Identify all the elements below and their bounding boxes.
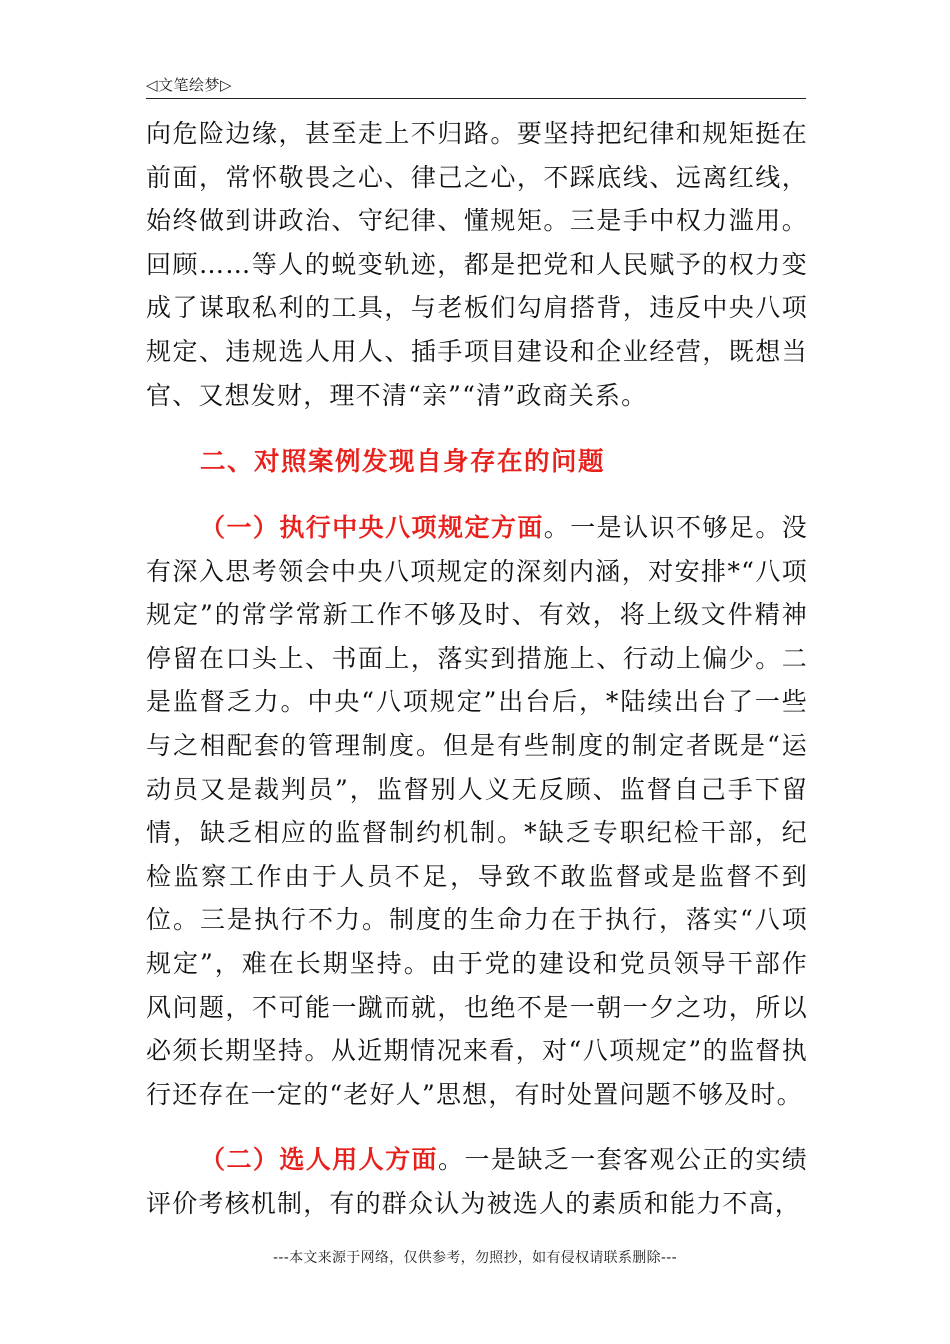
section-heading: 二、对照案例发现自身存在的问题 (200, 447, 606, 477)
intro-paragraph-block (146, 112, 808, 417)
intro-paragraph: 向危险边缘，甚至走上不归路。要坚持把纪律和规矩挺在前面，常怀敬畏之心、律己之心，不踩底线、远离红线，始终做到讲政治、守纪律、懂规矩。三是手中权力滥用。回顾……等人的蜕变轨迹，都是把党和人民赋予的权力变成了谋取私利的工具，与老板们勾肩搭背，违反中央八项规定、违规选人用人、插手项目建设和企业经营，既想当官、又想发财，理不清“亲”“清”政商关系。 (146, 119, 808, 410)
section-2-text: 。一是缺乏一套客观公正的实绩评价考核机制，有的群众认为被选人的素质和能力不高， (146, 1145, 808, 1218)
section-1-paragraph (146, 506, 808, 1116)
section-1 (146, 506, 808, 1116)
page-footer: ---本文来源于网络，仅供参考，勿照抄，如有侵权请联系删除--- (273, 1250, 677, 1266)
section-1-title: （一）执行中央八项规定方面 (200, 513, 544, 542)
page-header (146, 70, 806, 99)
section-2-title: （二）选人用人方面 (200, 1145, 438, 1174)
section-2 (146, 1138, 808, 1225)
header-label: ◁文笔绘梦▷ (146, 76, 233, 94)
section-2-paragraph (146, 1138, 808, 1225)
section-1-text: 。一是认识不够足。没有深入思考领会中央八项规定的深刻内涵，对安排*“八项规定”的常学常新工作不够及时、有效，将上级文件精神停留在口头上、书面上，落实到措施上、行动上偏少。二是监督乏力。中央“八项规定”出台后，*陆续出台了一些与之相配套的管理制度。但是有些制度的制定者既是“运动员又是裁判员”，监督别人义无反顾、监督自己手下留情，缺乏相应的监督制约机制。*缺乏专职纪检干部，纪检监察工作由于人员不足，导致不敢监督或是监督不到位。三是执行不力。制度的生命力在于执行，落实“八项规定”，难在长期坚持。由于党的建设和党员领导干部作风问题，不可能一蹴而就，也绝不是一朝一夕之功，所以必须长期坚持。从近期情况来看，对“八项规定”的监督执行还存在一定的“老好人”思想，有时处置问题不够及时。 (146, 513, 808, 1109)
